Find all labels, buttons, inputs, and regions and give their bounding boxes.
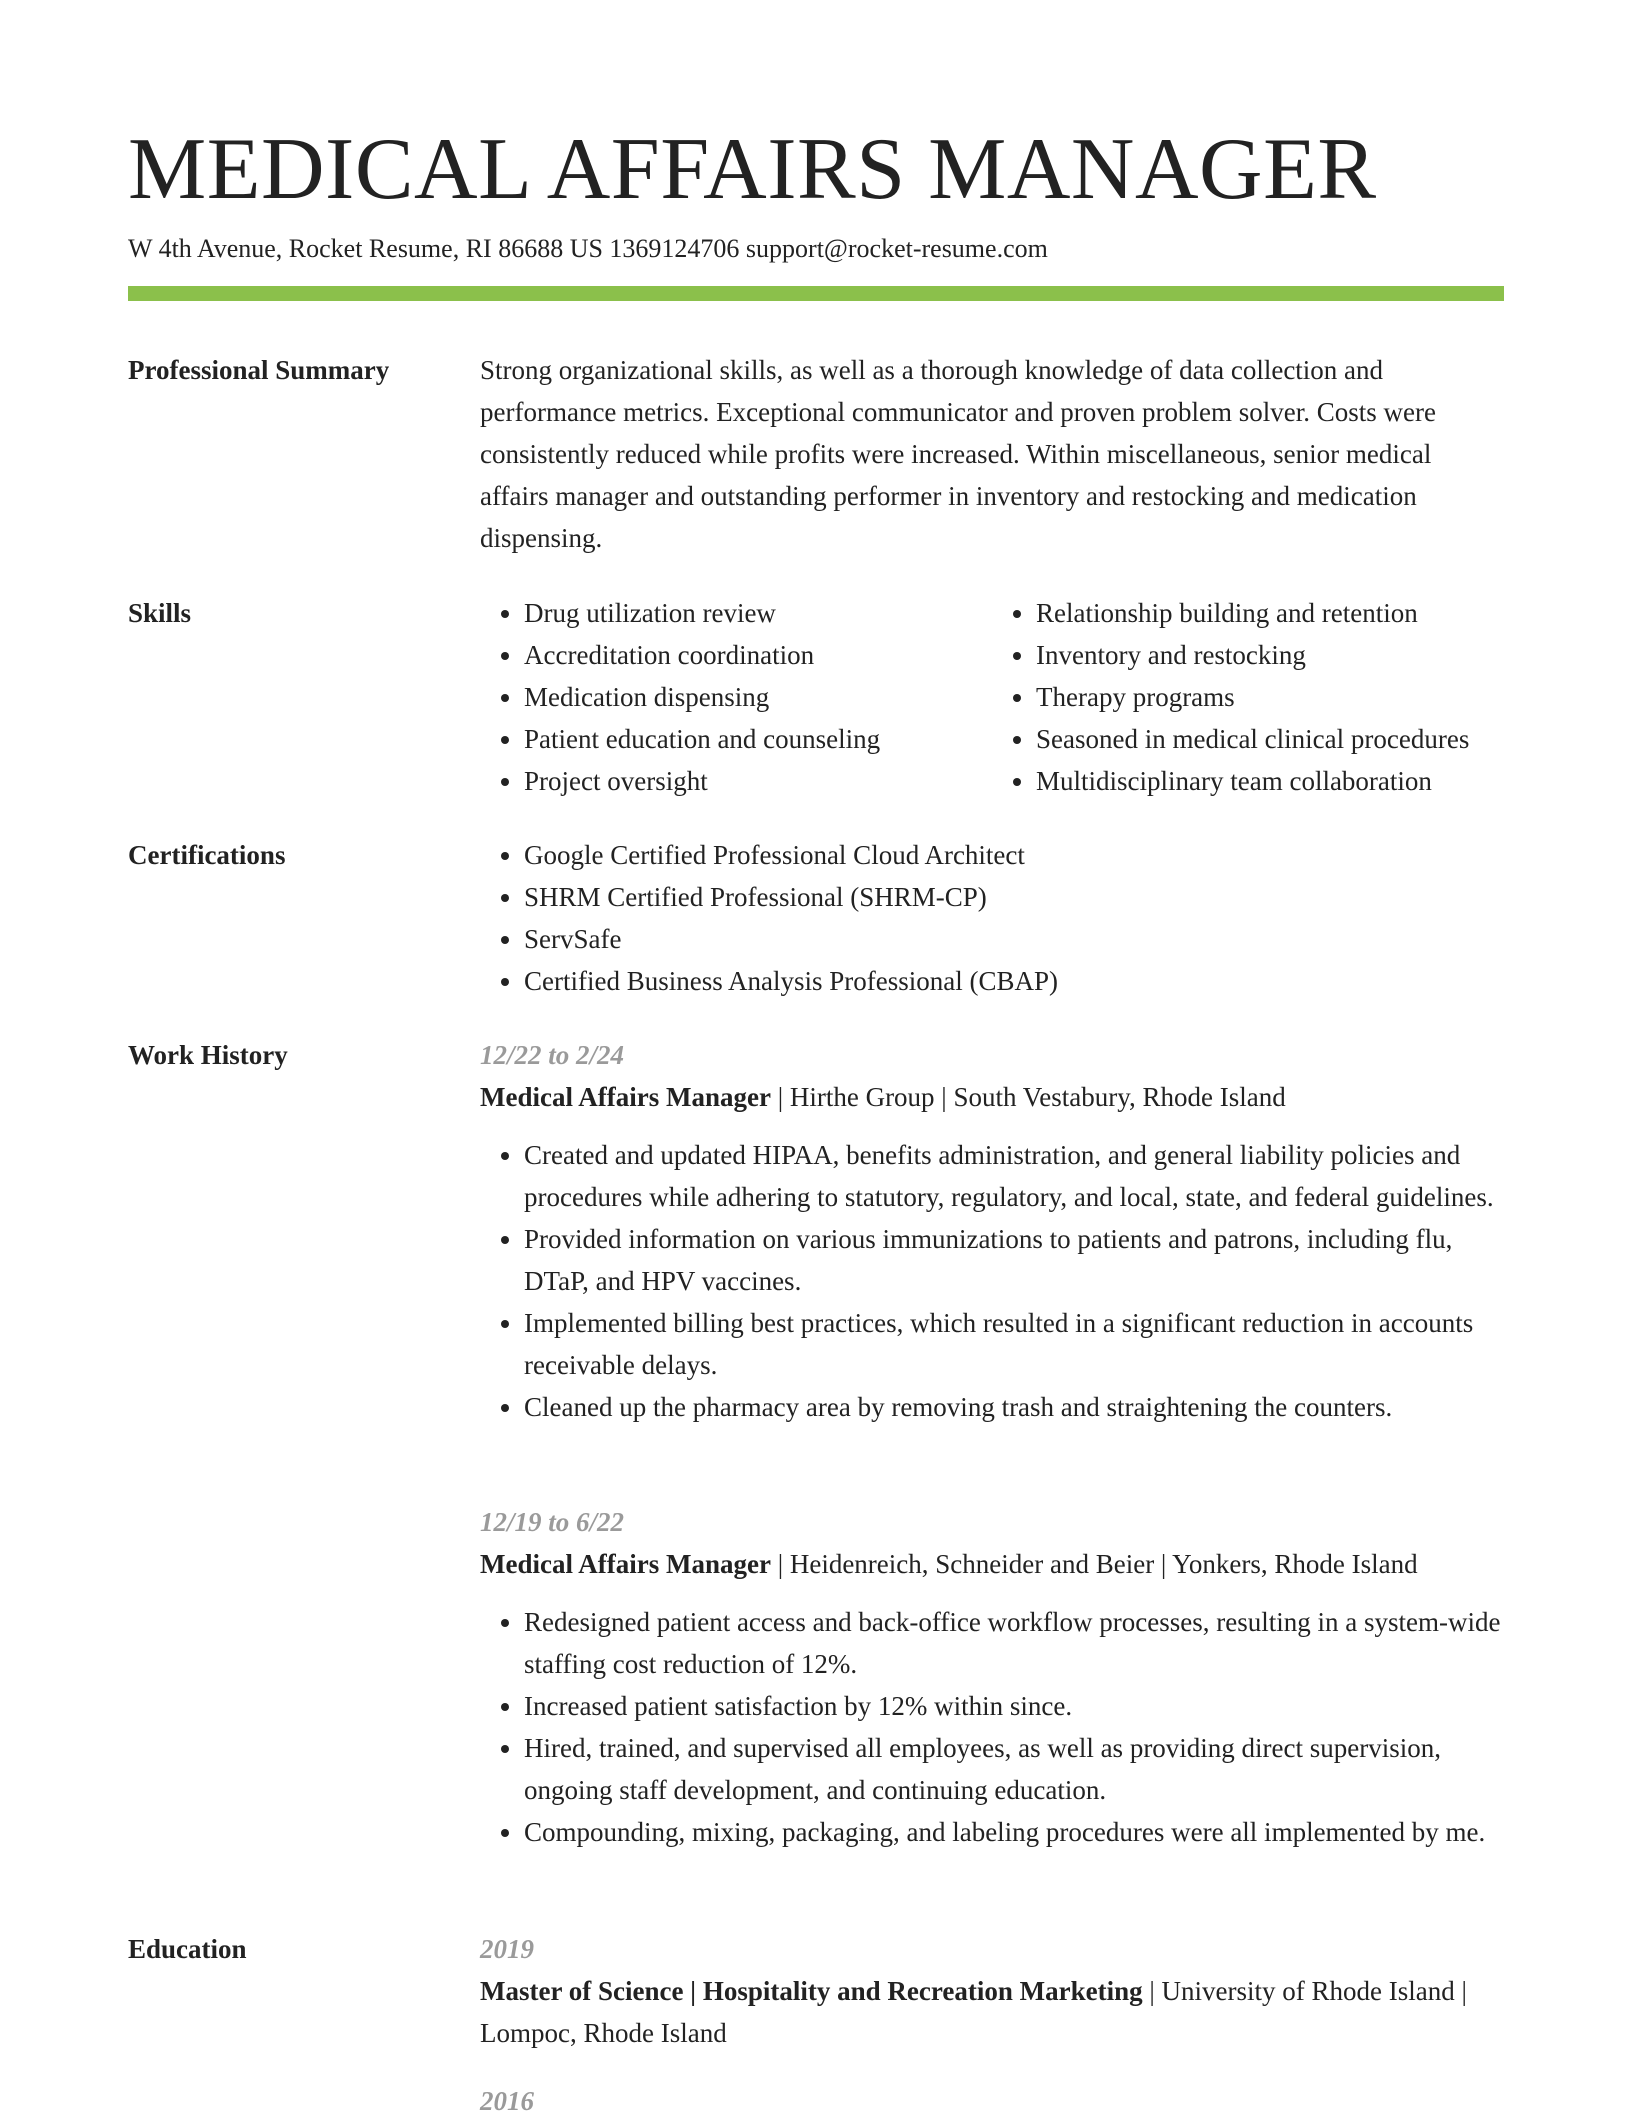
- job-details: | Heidenreich, Schneider and Beier | Yonkers, Rhode Island: [770, 1549, 1418, 1579]
- certifications-label: Certifications: [128, 840, 286, 870]
- skills-list-left: [480, 592, 992, 802]
- job-bullets: [480, 1601, 1504, 1853]
- skill-item: • Seasoned in medical clinical procedures: [1036, 718, 1504, 760]
- skill-item: • Accreditation coordination: [524, 634, 992, 676]
- contact-line: W 4th Avenue, Rocket Resume, RI 86688 US 1369124706 support@rocket-resume.com: [128, 234, 1048, 263]
- education-year: 2019: [480, 1934, 534, 1964]
- education-year: 2016: [480, 2086, 534, 2116]
- skills-label: Skills: [128, 598, 192, 628]
- job-dates: 12/19 to 6/22: [480, 1507, 625, 1537]
- job-bullet: • Created and updated HIPAA, benefits administration, and general liability policies and procedures while adhering to statutory, regulatory, and local, state, and federal guidelines.: [524, 1134, 1504, 1218]
- job-entry: [480, 1501, 1504, 1853]
- job-details: | Hirthe Group | South Vestabury, Rhode Island: [770, 1082, 1286, 1112]
- job-bullet: • Cleaned up the pharmacy area by removing trash and straightening the counters.: [524, 1386, 1504, 1428]
- degree-title: Master of Science | Hospitality and Recreation Marketing: [480, 1976, 1143, 2006]
- job-bullets: [480, 1134, 1504, 1428]
- skill-item: • Drug utilization review: [524, 592, 992, 634]
- skills-list-right: [992, 592, 1504, 802]
- skill-item: • Project oversight: [524, 760, 992, 802]
- certifications-content: [480, 834, 1504, 1002]
- certification-item: • SHRM Certified Professional (SHRM-CP): [524, 876, 1504, 918]
- summary-text: Strong organizational skills, as well as a thorough knowledge of data collection and performance metrics. Exceptional communicator and proven problem solver. Costs were consistently reduced while profits were increased. Within miscellaneous, senior medical affairs manager and outstanding performer in inventory and restocking and medication dispensing.: [480, 355, 1436, 553]
- work-history-content-2: [480, 1501, 1504, 1853]
- certification-item: • Google Certified Professional Cloud Architect: [524, 834, 1504, 876]
- job-bullet: • Hired, trained, and supervised all employees, as well as providing direct supervision, ongoing staff development, and continuing education.: [524, 1727, 1504, 1811]
- education-label: Education: [128, 1934, 247, 1964]
- education-content: [480, 1928, 1504, 2054]
- job-bullet: • Implemented billing best practices, which resulted in a significant reduction in accounts receivable delays.: [524, 1302, 1504, 1386]
- skill-item: • Patient education and counseling: [524, 718, 992, 760]
- work-history-content: [480, 1034, 1504, 1428]
- work-history-label: Work History: [128, 1040, 288, 1070]
- summary-label: Professional Summary: [128, 355, 390, 385]
- skill-item: • Medication dispensing: [524, 676, 992, 718]
- summary-content: [480, 349, 1504, 559]
- job-bullet: • Compounding, mixing, packaging, and labeling procedures were all implemented by me.: [524, 1811, 1504, 1853]
- job-entry: [480, 1034, 1504, 1428]
- education-heading: [480, 1970, 1504, 2054]
- job-title: Medical Affairs Manager: [480, 1549, 771, 1579]
- skill-item: • Therapy programs: [1036, 676, 1504, 718]
- skill-item: • Relationship building and retention: [1036, 592, 1504, 634]
- job-heading: [480, 1076, 1504, 1118]
- resume-title: MEDICAL AFFAIRS MANAGER: [128, 121, 1377, 218]
- education-details: | University of Rhode Island | Lompoc, Rhode Island: [480, 1976, 1467, 2048]
- certifications-list: [480, 834, 1504, 1002]
- job-bullet: • Provided information on various immunizations to patients and patrons, including flu, DTaP, and HPV vaccines.: [524, 1218, 1504, 1302]
- skill-item: • Inventory and restocking: [1036, 634, 1504, 676]
- education-content-2: [480, 2080, 1504, 2122]
- accent-divider: [128, 286, 1504, 301]
- skills-content: [480, 592, 1504, 802]
- certification-item: • ServSafe: [524, 918, 1504, 960]
- job-bullet: • Redesigned patient access and back-office workflow processes, resulting in a system-wide staffing cost reduction of 12%.: [524, 1601, 1504, 1685]
- job-title: Medical Affairs Manager: [480, 1082, 771, 1112]
- job-heading: [480, 1543, 1504, 1585]
- job-dates: 12/22 to 2/24: [480, 1040, 625, 1070]
- certification-item: • Certified Business Analysis Professional (CBAP): [524, 960, 1504, 1002]
- job-bullet: • Increased patient satisfaction by 12% within since.: [524, 1685, 1504, 1727]
- skill-item: • Multidisciplinary team collaboration: [1036, 760, 1504, 802]
